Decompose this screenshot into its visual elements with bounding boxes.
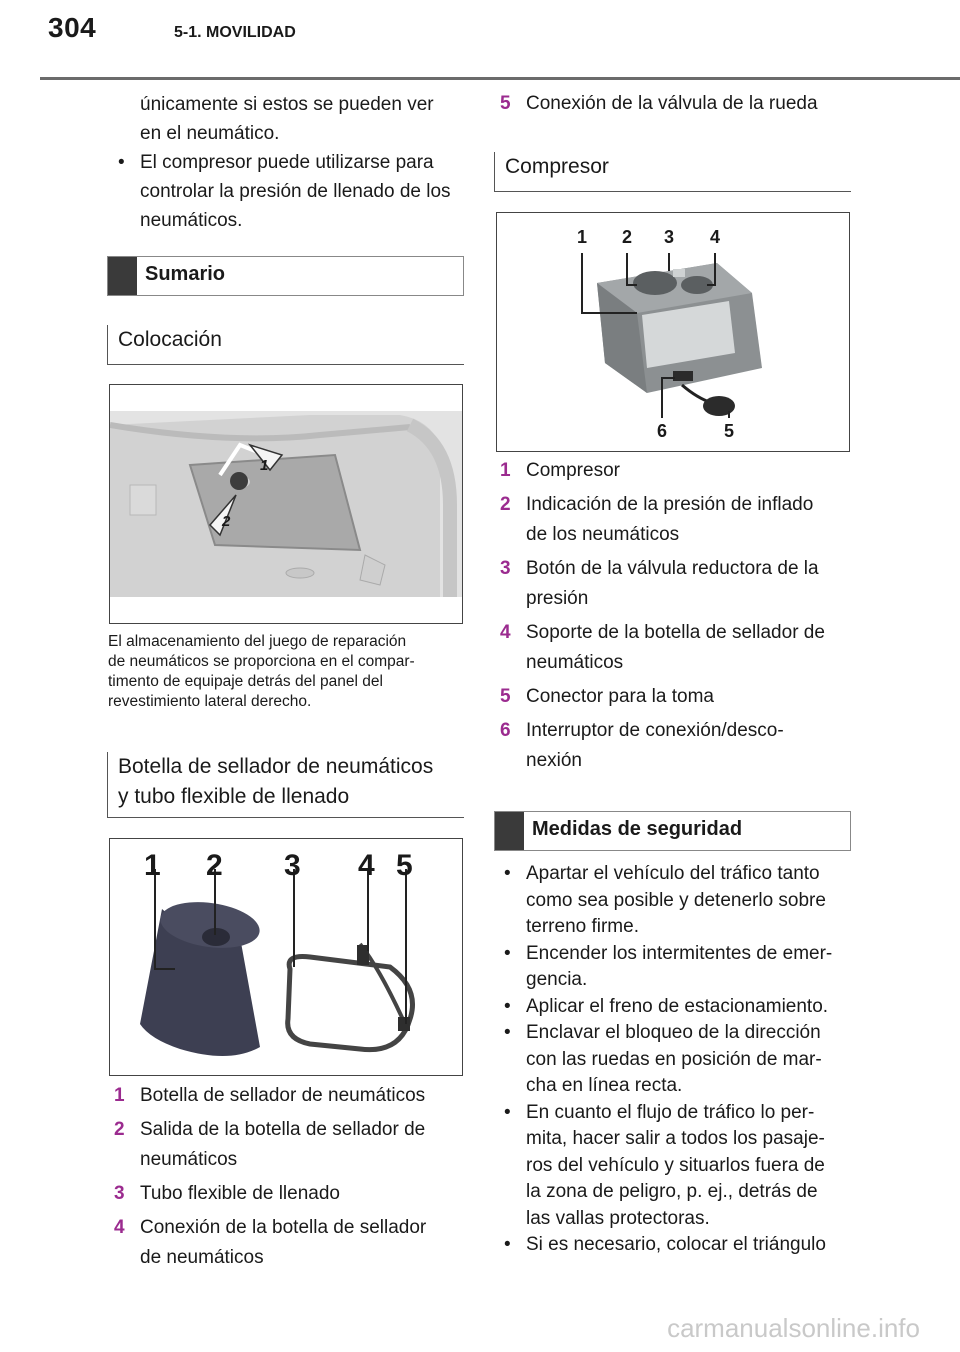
item-text: neumáticos — [140, 1149, 238, 1170]
item-text: de los neumáticos — [526, 524, 680, 545]
bullet-line: como sea posible y detenerlo sobre — [526, 889, 826, 911]
section-title: 5-1. MOVILIDAD — [174, 24, 296, 41]
bullet-line: gencia. — [526, 969, 588, 990]
item-text: presión — [526, 588, 589, 609]
subheading-line: Botella de sellador de neumáticos — [118, 755, 434, 778]
list-item — [494, 456, 854, 486]
intro-line: únicamente si estos se pueden ver — [140, 94, 434, 115]
section-box-sumario — [107, 256, 464, 296]
list-item — [108, 1081, 468, 1111]
callout-label: 2 — [222, 513, 231, 530]
trunk-figure — [109, 384, 463, 624]
bullet-line: cha en línea recta. — [526, 1075, 683, 1096]
item-text: Botón de la válvula reductora de la — [526, 558, 819, 579]
callout-label: 1 — [260, 457, 269, 474]
compresor-parts-list — [494, 456, 854, 776]
item-text: nexión — [526, 750, 582, 771]
page-number: 304 — [48, 12, 97, 43]
item-text: Interruptor de conexión/desco- — [526, 720, 784, 741]
bullet-line: las vallas protectoras. — [526, 1207, 710, 1229]
item-text: Indicación de la presión de inflado — [526, 494, 814, 515]
caption-line: El almacenamiento del juego de reparación — [108, 633, 407, 650]
callout-label: 1 — [144, 849, 161, 882]
callout-label: 4 — [710, 227, 721, 247]
list-item — [494, 682, 854, 712]
item-number: 5 — [500, 93, 511, 114]
section-box-title: Sumario — [145, 263, 226, 285]
item-text: Compresor — [526, 460, 620, 481]
bullet-item — [494, 994, 860, 1021]
callout-label: 4 — [358, 849, 375, 882]
list-item — [108, 1179, 468, 1209]
item-text: neumáticos — [526, 652, 624, 673]
item-number: 4 — [114, 1217, 125, 1238]
item-number: 2 — [500, 494, 511, 515]
item-text: Conector para la toma — [526, 686, 714, 707]
bullet-line: • Aplicar el freno de estacionamiento. — [526, 995, 829, 1017]
item-text: Conexión de la botella de sellador — [140, 1217, 427, 1238]
item-number: 5 — [500, 686, 511, 707]
section-box-title: Medidas de seguridad — [532, 818, 743, 840]
subheading-line: y tubo flexible de llenado — [118, 785, 350, 808]
bullet-item — [494, 1100, 860, 1233]
item-text: Botella de sellador de neumáticos — [140, 1085, 426, 1106]
item-text: Conexión de la válvula de la rueda — [526, 93, 818, 114]
callout-label: 2 — [206, 849, 223, 882]
bullet-line: • Si es necesario, colocar el triángulo — [526, 1234, 826, 1255]
callout-label: 3 — [284, 849, 301, 882]
callout-label: 3 — [664, 227, 675, 247]
caption-line: de neumáticos se proporciona en el compar- — [108, 653, 415, 670]
subheading-botella — [107, 752, 464, 818]
list-item — [108, 1213, 468, 1273]
intro-line: en el neumático. — [140, 123, 280, 144]
list-item — [108, 1115, 468, 1175]
header-divider — [40, 77, 960, 80]
item-text: Tubo flexible de llenado — [140, 1183, 340, 1204]
list-item — [494, 554, 854, 614]
watermark: carmanualsonline.info — [667, 1313, 920, 1343]
callout-label: 5 — [724, 421, 735, 441]
item-number: 3 — [500, 558, 511, 579]
caption-line: timento de equipaje detrás del panel del — [108, 673, 383, 690]
item-text: Salida de la botella de sellador de — [140, 1119, 426, 1140]
bullet-item — [108, 148, 468, 235]
bullet-line: • Apartar el vehículo del tráfico tanto — [526, 863, 820, 884]
item-number: 1 — [114, 1085, 125, 1106]
intro-block — [108, 90, 468, 235]
safety-bullets — [494, 861, 860, 1259]
item-number: 2 — [114, 1119, 125, 1140]
list-item — [494, 89, 886, 119]
compressor-illustration — [497, 213, 849, 451]
section-tab-marker — [495, 812, 524, 850]
bullet-line: • El compresor puede utilizarse para — [140, 152, 434, 173]
callout-label: 6 — [657, 421, 668, 441]
list-item — [494, 716, 854, 776]
sealant-bottle-figure — [109, 838, 463, 1076]
callout-label: 1 — [577, 227, 588, 247]
subheading-colocacion: Colocación — [107, 325, 464, 365]
bullet-line: neumáticos. — [140, 210, 243, 231]
callout-label: 2 — [622, 227, 633, 247]
bullet-item — [494, 861, 860, 941]
bullet-line: • En cuanto el flujo de tráfico lo per- — [526, 1101, 815, 1123]
item-text: Soporte de la botella de sellador de — [526, 622, 825, 643]
item-number: 1 — [500, 460, 511, 481]
bullet-line: • Enclavar el bloqueo de la dirección — [526, 1022, 821, 1043]
bullet-item — [494, 1020, 860, 1100]
compressor-figure — [496, 212, 850, 452]
bullet-line: ros del vehículo y situarlos fuera de — [526, 1154, 825, 1176]
subheading-compresor: Compresor — [494, 152, 851, 192]
botella-parts-list — [108, 1081, 468, 1273]
trunk-illustration — [110, 385, 462, 623]
bullet-line: controlar la presión de llenado de los — [140, 181, 451, 202]
bullet-line: mita, hacer salir a todos los pasaje- — [526, 1128, 825, 1149]
caption-line: revestimiento lateral derecho. — [108, 693, 312, 710]
bullet-item — [494, 1232, 860, 1259]
item-number: 4 — [500, 622, 511, 643]
section-box-medidas — [494, 811, 851, 851]
item-text: de neumáticos — [140, 1247, 264, 1268]
bullet-line: la zona de peligro, p. ej., detrás de — [526, 1181, 818, 1202]
section-tab-marker — [108, 257, 137, 295]
bullet-line: • Encender los intermitentes de emer- — [526, 942, 833, 964]
bullet-line: con las ruedas en posición de mar- — [526, 1048, 822, 1070]
list-item — [494, 618, 854, 678]
callout-label: 5 — [396, 849, 413, 882]
figure-caption — [108, 632, 468, 712]
bullet-line: terreno firme. — [526, 916, 639, 937]
item-number: 3 — [114, 1183, 125, 1204]
bullet-item — [494, 941, 860, 994]
list-item — [494, 490, 854, 550]
item-number: 6 — [500, 720, 511, 741]
